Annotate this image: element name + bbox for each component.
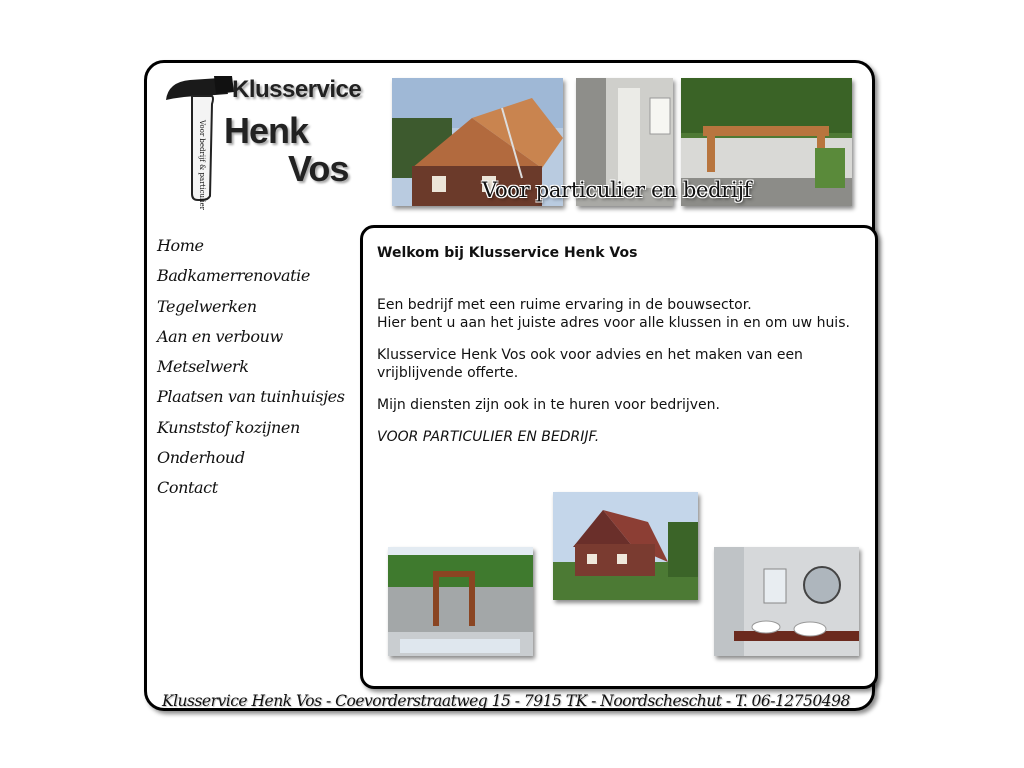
advice-paragraph: Klusservice Henk Vos ook voor advies en het maken van een vrijblijvende offerte. xyxy=(377,347,803,381)
nav-item-contact xyxy=(157,478,357,508)
nav-link-kozijnen[interactable]: Kunststof kozijnen xyxy=(157,417,300,437)
page-title: Welkom bij Klusservice Henk Vos xyxy=(377,245,638,261)
nav-link-contact[interactable]: Contact xyxy=(157,478,218,498)
content-photo-house xyxy=(553,492,698,600)
content-photo-bathroom xyxy=(714,547,859,656)
services-paragraph: Mijn diensten zijn ook in te huren voor bedrijven. xyxy=(377,397,720,413)
intro-line-2: Hier bent u aan het juiste adres voor alle klussen in en om uw huis. xyxy=(377,315,850,331)
nav-item-aan-en-verbouw xyxy=(157,327,357,357)
nav-link-home[interactable]: Home xyxy=(157,236,204,255)
nav-item-tuinhuisjes xyxy=(157,387,357,417)
slogan-paragraph: VOOR PARTICULIER EN BEDRIJF. xyxy=(377,429,600,445)
nav-item-badkamerrenovatie xyxy=(157,266,357,296)
intro-line-1: Een bedrijf met een ruime ervaring in de bouwsector. xyxy=(377,297,752,313)
nav-link-onderhoud[interactable]: Onderhoud xyxy=(157,448,245,468)
logo-title: Klusservice xyxy=(232,76,362,103)
nav-item-metselwerk xyxy=(157,357,357,387)
logo[interactable] xyxy=(162,74,377,210)
nav-link-metselwerk[interactable]: Metselwerk xyxy=(157,357,249,377)
main-nav xyxy=(157,236,357,509)
nav-link-aan-en-verbouw[interactable]: Aan en verbouw xyxy=(157,326,283,346)
logo-subtitle: Voor bedrijf & particulier xyxy=(198,120,206,210)
logo-last-name: Vos xyxy=(288,148,349,189)
nav-item-home xyxy=(157,236,357,266)
intro-paragraph xyxy=(377,296,872,332)
content-body xyxy=(377,244,872,460)
nav-item-kozijnen xyxy=(157,418,357,448)
banner-tagline: Voor particulier en bedrijf xyxy=(482,178,752,202)
nav-item-onderhoud xyxy=(157,448,357,478)
footer-address: Klusservice Henk Vos - Coevorderstraatweg 15 - 7915 TK - Noordscheschut - T. 06-12750498 xyxy=(162,692,850,710)
nav-link-badkamerrenovatie[interactable]: Badkamerrenovatie xyxy=(157,266,310,286)
nav-link-tegelwerken[interactable]: Tegelwerken xyxy=(157,296,257,316)
nav-item-tegelwerken xyxy=(157,297,357,327)
content-photo-garden-gate xyxy=(388,547,533,656)
nav-link-tuinhuisjes[interactable]: Plaatsen van tuinhuisjes xyxy=(157,387,345,407)
logo-first-name: Henk xyxy=(224,110,309,151)
